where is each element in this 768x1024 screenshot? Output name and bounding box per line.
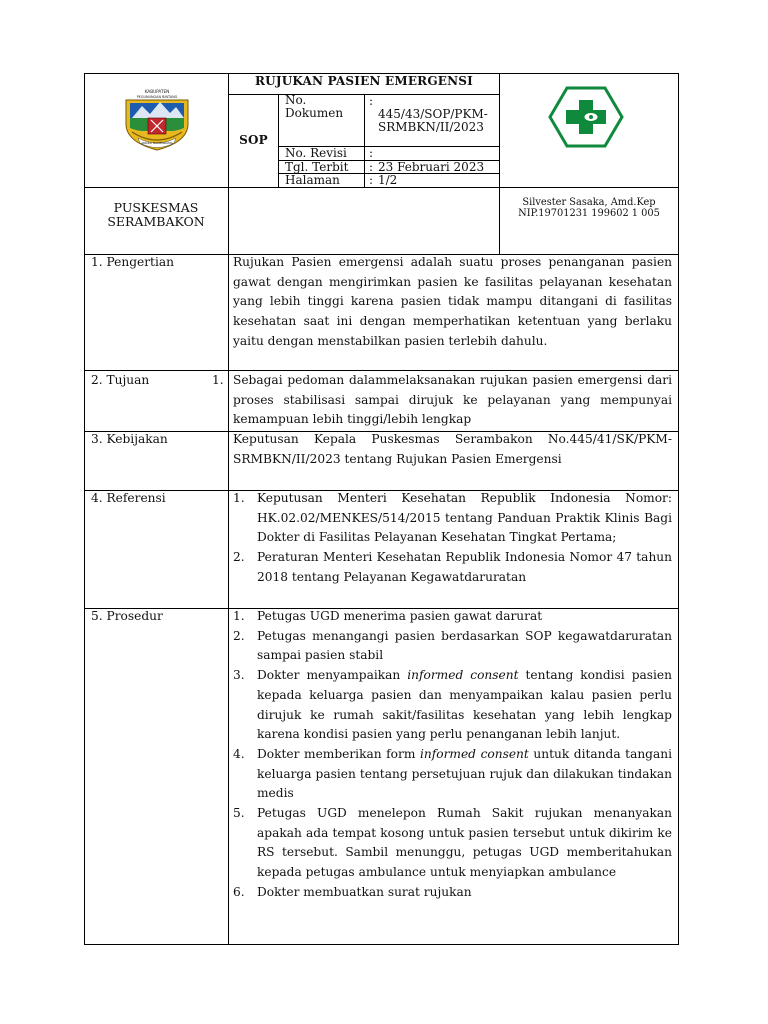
list-item-num: 3. <box>233 668 245 683</box>
list-item-text-em: informed consent <box>407 668 519 683</box>
meta-label-halaman: Halaman <box>285 173 340 187</box>
section-label-pengertian: 1. Pengertian <box>91 255 174 269</box>
signer-name: Silvester Sasaka, Amd.Kep <box>522 197 656 208</box>
meta-label-no-dokumen: No. Dokumen <box>285 93 344 120</box>
sop-label: SOP <box>239 133 268 147</box>
logo-bottom-text: ANGKA NAMENDAMA <box>141 141 173 145</box>
meta-sep: : <box>369 146 374 160</box>
list-item-num: 1. <box>233 491 245 505</box>
meta-label-no-revisi: No. Revisi <box>285 146 347 160</box>
section-text-pengertian: Rujukan Pasien emergensi adalah suatu proses penanganan pasien gawat dengan mengirimkan pasien ke fasilitas pelayanan kesehatan yang lebih tinggi karena pasien tidak mampu ditangani di fasilitas kesehatan saat ini dengan memperhatikan ketentuan yang berlaku yaitu dengan menstabilkan pasien terlebih dahulu. <box>233 255 672 348</box>
meta-value-tgl-terbit: 23 Februari 2023 <box>378 160 485 174</box>
list-item-text-pre: Dokter menyampaikan <box>257 668 408 683</box>
list-item-text-post: untuk ditanda tangani keluarga pasien tentang persetujuan rujuk dan dilakukan tindakan medis <box>257 746 672 801</box>
list-item-num: 4. <box>233 746 245 761</box>
section-label-kebijakan: 3. Kebijakan <box>91 432 168 446</box>
regency-logo <box>118 88 196 152</box>
list-item-text-post: tentang kondisi pasien kepada keluarga pasien dan menyampaikan kalau pasien perlu dirujuk ke rumah sakit/fasilitas kesehatan yang lebih lengkap karena kondisi pasien yang perlu penanganan lebih lanjut. <box>257 668 672 742</box>
list-item-text: Petugas menangangi pasien berdasarkan SOP kegawatdaruratan sampai pasien stabil <box>257 628 672 663</box>
referensi-list <box>233 489 672 588</box>
list-item-text: Keputusan Menteri Kesehatan Republik Indonesia Nomor: HK.02.02/MENKES/514/2015 tentang Panduan Praktik Klinis Bagi Dokter di Fasilitas Pelayanan Kesehatan Tingkat Pertama; <box>257 491 672 545</box>
list-item-text: Dokter membuatkan surat rujukan <box>257 884 472 899</box>
list-item <box>233 804 672 883</box>
list-item <box>233 548 672 587</box>
meta-sep: : <box>369 94 374 108</box>
list-item <box>233 607 672 627</box>
list-item-num: 5. <box>233 806 245 821</box>
list-item-text-em: informed consent <box>419 746 529 761</box>
document-title: RUJUKAN PASIEN EMERGENSI <box>254 74 473 88</box>
section-label-referensi: 4. Referensi <box>91 491 166 505</box>
section-text-tujuan: Sebagai pedoman dalammelaksanakan rujukan pasien emergensi dari proses stabilisasi sampai dirujuk ke pelayanan yang mempunyai kemampuan lebih tinggi/lebih lengkap <box>233 373 672 427</box>
list-item-text: Petugas UGD menerima pasien gawat darurat <box>257 609 543 623</box>
empty-cell <box>228 187 500 255</box>
list-item-num: 2. <box>233 628 245 643</box>
meta-value-halaman: 1/2 <box>378 173 398 187</box>
logo-top-text: KABUPATEN <box>144 89 170 94</box>
section-label-tujuan-num: 1. <box>212 373 224 387</box>
list-item-num: 6. <box>233 884 245 899</box>
signer-nip: NIP.19701231 199602 1 005 <box>518 208 660 219</box>
section-text-kebijakan: Keputusan Kepala Puskesmas Serambakon No.445/41/SK/PKM-SRMBKN/II/2023 tentang Rujukan Pasien Emergensi <box>233 432 672 466</box>
meta-value-no-dokumen: 445/43/SOP/PKM-SRMBKN/II/2023 <box>378 107 488 134</box>
list-item <box>233 489 672 548</box>
section-label-prosedur: 5. Prosedur <box>91 609 163 623</box>
list-item <box>233 745 672 804</box>
list-item-num: 1. <box>233 609 245 623</box>
list-item-text: Peraturan Menteri Kesehatan Republik Indonesia Nomor 47 tahun 2018 tentang Pelayanan Kegawatdaruratan <box>257 550 672 584</box>
puskesmas-name: PUSKESMAS SERAMBAKON <box>107 200 205 229</box>
meta-sep: : <box>369 160 374 174</box>
list-item <box>233 627 672 666</box>
row-prosedur-label-cell <box>84 608 229 945</box>
section-label-tujuan: 2. Tujuan <box>91 373 150 387</box>
list-item <box>233 666 672 745</box>
puskesmas-logo <box>548 86 624 148</box>
meta-sep: : <box>369 173 374 187</box>
list-item-text-pre: Dokter memberikan form <box>257 746 420 761</box>
logo-sub-text: PEGUNUNGAN BINTANG <box>136 95 178 99</box>
list-item-num: 2. <box>233 550 245 565</box>
list-item <box>233 883 672 903</box>
meta-label-tgl-terbit: Tgl. Terbit <box>285 160 349 174</box>
prosedur-list <box>233 607 672 903</box>
list-item-text: Petugas UGD menelepon Rumah Sakit rujukan menanyakan apakah ada tempat kosong untuk pasien tersebut untuk dikirim ke RS tersebut. Sambil menunggu, petugas UGD memberitahukan kepada petugas ambulance untuk menyiapkan ambulance <box>257 806 672 880</box>
